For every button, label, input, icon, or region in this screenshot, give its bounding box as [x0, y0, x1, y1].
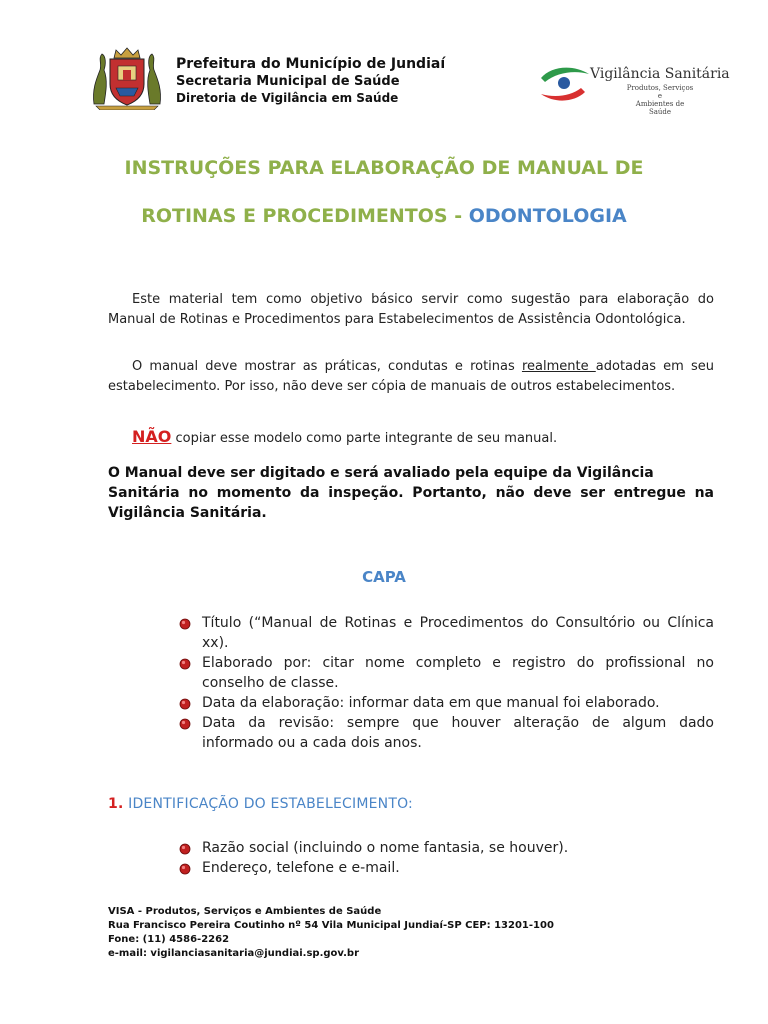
list-item-text: Endereço, telefone e e-mail.	[202, 860, 400, 876]
red-ball-bullet-icon	[179, 698, 191, 710]
title-part1: ROTINAS E PROCEDIMENTOS -	[141, 205, 469, 227]
coat-of-arms-icon	[88, 46, 166, 110]
nao-warning	[108, 427, 714, 449]
logo-subtitle-line2: Ambientes de Saúde	[635, 100, 685, 116]
bold-notice-line1: O Manual deve ser digitado e será avaliado pela equipe da Vigilância	[108, 465, 654, 481]
vigilancia-logo-subtitle	[624, 84, 696, 116]
capa-heading: CAPA	[362, 568, 406, 586]
intro-p2-after: adotadas em seu estabelecimento. Por isso, não deve ser cópia de manuais de outros estabelecimentos.	[108, 359, 715, 394]
red-ball-bullet-icon	[179, 658, 191, 670]
footer-org: VISA - Produtos, Serviços e Ambientes de Saúde	[108, 906, 382, 917]
red-ball-bullet-icon	[179, 718, 191, 730]
logo-subtitle-line1: Produtos, Serviços e	[626, 84, 694, 100]
capa-list	[178, 613, 714, 753]
intro-p1-text: Este material tem como objetivo básico servir como sugestão para elaboração do Manual de Rotinas e Procedimentos para Estabelecimentos de Assistência Odontológica.	[108, 292, 714, 327]
institution-header	[176, 56, 445, 107]
list-item	[178, 653, 714, 693]
section-1-list	[178, 838, 714, 878]
list-item	[178, 613, 714, 653]
list-item	[178, 838, 714, 858]
red-ball-bullet-icon	[179, 863, 191, 875]
title-odontologia: ODONTOLOGIA	[468, 205, 627, 227]
list-item	[178, 858, 714, 878]
list-item-text: Título (“Manual de Rotinas e Procedimentos do Consultório ou Clínica xx).	[202, 615, 714, 651]
nao-label: NÃO	[132, 427, 172, 446]
list-item-text: Razão social (incluindo o nome fantasia, se houver).	[202, 840, 569, 856]
bold-notice	[108, 463, 714, 523]
intro-paragraph-2	[108, 357, 714, 397]
list-item-text: Elaborado por: citar nome completo e registro do profissional no conselho de classe.	[202, 655, 714, 691]
intro-p2-underlined: realmente	[521, 359, 596, 374]
intro-paragraph-1	[108, 290, 714, 330]
page-footer	[108, 905, 554, 961]
red-ball-bullet-icon	[179, 843, 191, 855]
document-title-line1: INSTRUÇÕES PARA ELABORAÇÃO DE MANUAL DE	[124, 157, 644, 179]
list-item-text: Data da revisão: sempre que houver alteração de algum dado informado ou a cada dois anos.	[202, 715, 714, 751]
section-1-number: 1.	[108, 796, 124, 812]
footer-email: e-mail: vigilanciasanitaria@jundiai.sp.gov.br	[108, 948, 360, 959]
footer-address: Rua Francisco Pereira Coutinho nº 54 Vila Municipal Jundiaí-SP CEP: 13201-100	[108, 920, 554, 931]
section-1-title: IDENTIFICAÇÃO DO ESTABELECIMENTO:	[128, 796, 413, 812]
footer-phone: Fone: (11) 4586-2262	[108, 934, 230, 945]
bold-notice-line2: Sanitária no momento da inspeção. Portanto, não deve ser entregue na Vigilância Sanitária.	[108, 485, 714, 521]
document-title-line2	[0, 205, 768, 227]
vigilancia-logo-name: Vigilância Sanitária	[590, 66, 730, 82]
institution-diretoria: Diretoria de Vigilância em Saúde	[176, 91, 399, 105]
list-item	[178, 713, 714, 753]
list-item	[178, 693, 714, 713]
list-item-text: Data da elaboração: informar data em que manual foi elaborado.	[202, 695, 660, 711]
intro-p2-before: O manual deve mostrar as práticas, condutas e rotinas	[132, 359, 522, 374]
institution-name: Prefeitura do Município de Jundiaí	[176, 56, 446, 72]
institution-secretaria: Secretaria Municipal de Saúde	[176, 74, 400, 89]
red-ball-bullet-icon	[179, 618, 191, 630]
nao-text: copiar esse modelo como parte integrante de seu manual.	[171, 431, 558, 446]
section-1-heading	[108, 796, 413, 812]
